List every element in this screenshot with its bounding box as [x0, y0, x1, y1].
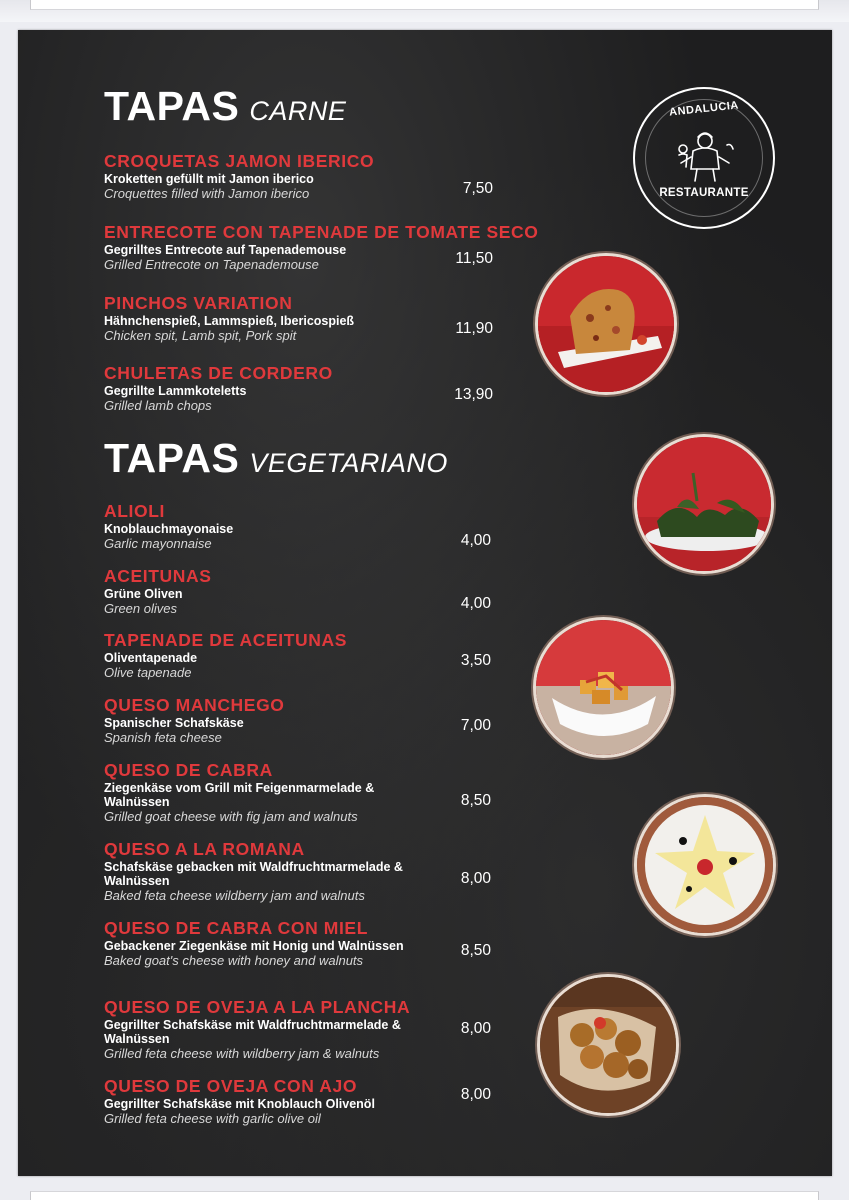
menu-item — [104, 501, 564, 551]
menu-item — [104, 1076, 564, 1126]
grilled-cheese-photo — [540, 977, 676, 1113]
item-price: 11,90 — [455, 320, 493, 337]
item-name: CHULETAS DE CORDERO — [104, 363, 333, 383]
item-price: 8,50 — [460, 792, 491, 809]
item-name: ACEITUNAS — [104, 566, 212, 586]
menu-item — [104, 363, 564, 413]
item-name: CROQUETAS JAMON IBERICO — [104, 151, 375, 171]
chef-figure-icon — [671, 129, 739, 183]
item-name: QUESO DE CABRA — [104, 760, 273, 780]
cheese-photo — [637, 797, 773, 933]
menu-item — [104, 566, 564, 616]
item-description-de: Gegrilltes Entrecote auf Tapenademouse — [104, 243, 347, 257]
item-description-de: Knoblauchmayonaise — [104, 522, 234, 536]
item-description-en: Grilled goat cheese with fig jam and walnuts — [104, 809, 358, 824]
section-title-sub: CARNE — [249, 96, 347, 126]
menu-item — [104, 760, 564, 824]
bottom-page-edge — [0, 1176, 849, 1200]
item-name: TAPENADE DE ACEITUNAS — [104, 630, 348, 650]
item-description-de: Kroketten gefüllt mit Jamon iberico — [104, 172, 314, 186]
item-description-en: Grilled feta cheese with wildberry jam & walnuts — [104, 1046, 380, 1061]
item-name: QUESO DE OVEJA A LA PLANCHA — [104, 997, 411, 1017]
item-description-en: Grilled lamb chops — [104, 398, 212, 413]
top-page-edge — [0, 0, 849, 22]
menu-item — [104, 997, 564, 1061]
item-description-de: Oliventapenade — [104, 651, 198, 665]
item-price: 8,00 — [460, 1020, 491, 1037]
menu-item — [104, 222, 564, 272]
item-description-de: Gegrillte Lammkoteletts — [104, 384, 247, 398]
item-description-de: Spanischer Schafskäse — [104, 716, 244, 730]
item-price: 3,50 — [460, 652, 491, 669]
item-description-en: Olive tapenade — [104, 665, 192, 680]
section-title-main: TAPAS — [104, 83, 240, 129]
item-price: 11,50 — [455, 250, 493, 267]
peppers-photo — [637, 437, 771, 571]
item-name: PINCHOS VARIATION — [104, 293, 293, 313]
item-name: QUESO A LA ROMANA — [104, 839, 305, 859]
logo-bottom-text: RESTAURANTE — [659, 187, 749, 199]
section-title-vegetariano — [104, 435, 448, 482]
item-description-de: Schafskäse gebacken mit Waldfruchtmarmelade & Walnüssen — [104, 860, 403, 888]
item-price: 8,50 — [460, 942, 491, 959]
item-price: 4,00 — [460, 595, 491, 612]
logo-top-text: ANDALUCIA — [668, 99, 740, 119]
croquette-photo — [538, 256, 674, 392]
item-name: ALIOLI — [104, 501, 165, 521]
item-name: QUESO DE OVEJA CON AJO — [104, 1076, 358, 1096]
section-title-carne — [104, 83, 346, 130]
item-description-de: Hähnchenspieß, Lammspieß, Ibericospieß — [104, 314, 355, 328]
section-title-main: TAPAS — [104, 435, 240, 481]
item-description-en: Green olives — [104, 601, 177, 616]
item-price: 13,90 — [454, 386, 493, 403]
item-price: 7,50 — [462, 180, 493, 197]
item-description-en: Baked feta cheese wildberry jam and walnuts — [104, 888, 365, 903]
item-price: 8,00 — [460, 1086, 491, 1103]
item-description-en: Grilled feta cheese with garlic olive oil — [104, 1111, 321, 1126]
menu-item — [104, 695, 564, 745]
restaurant-logo — [633, 87, 775, 229]
item-price: 4,00 — [460, 532, 491, 549]
item-description-en: Spanish feta cheese — [104, 730, 222, 745]
item-description-de: Grüne Oliven — [104, 587, 183, 601]
menu-item — [104, 839, 564, 903]
item-price: 8,00 — [460, 870, 491, 887]
item-description-en: Garlic mayonnaise — [104, 536, 212, 551]
item-price: 7,00 — [460, 717, 491, 734]
item-description-en: Grilled Entrecote on Tapenademouse — [104, 257, 319, 272]
menu-item — [104, 293, 564, 343]
item-description-en: Chicken spit, Lamb spit, Pork spit — [104, 328, 297, 343]
item-description-en: Croquettes filled with Jamon iberico — [104, 186, 310, 201]
item-name: QUESO MANCHEGO — [104, 695, 285, 715]
menu-item — [104, 918, 564, 968]
section-title-sub: VEGETARIANO — [249, 448, 448, 478]
patatas-photo — [536, 620, 671, 755]
item-description-de: Ziegenkäse vom Grill mit Feigenmarmelade & Walnüssen — [104, 781, 375, 809]
item-description-en: Baked goat's cheese with honey and walnuts — [104, 953, 364, 968]
item-description-de: Gegrillter Schafskäse mit Waldfruchtmarmelade & Walnüssen — [104, 1018, 401, 1046]
item-name: QUESO DE CABRA CON MIEL — [104, 918, 368, 938]
item-description-de: Gegrillter Schafskäse mit Knoblauch Olivenöl — [104, 1097, 375, 1111]
item-description-de: Gebackener Ziegenkäse mit Honig und Walnüssen — [104, 939, 404, 953]
item-name: ENTRECOTE CON TAPENADE DE TOMATE SECO — [104, 222, 539, 242]
menu-item — [104, 630, 564, 680]
menu-item — [104, 151, 564, 201]
